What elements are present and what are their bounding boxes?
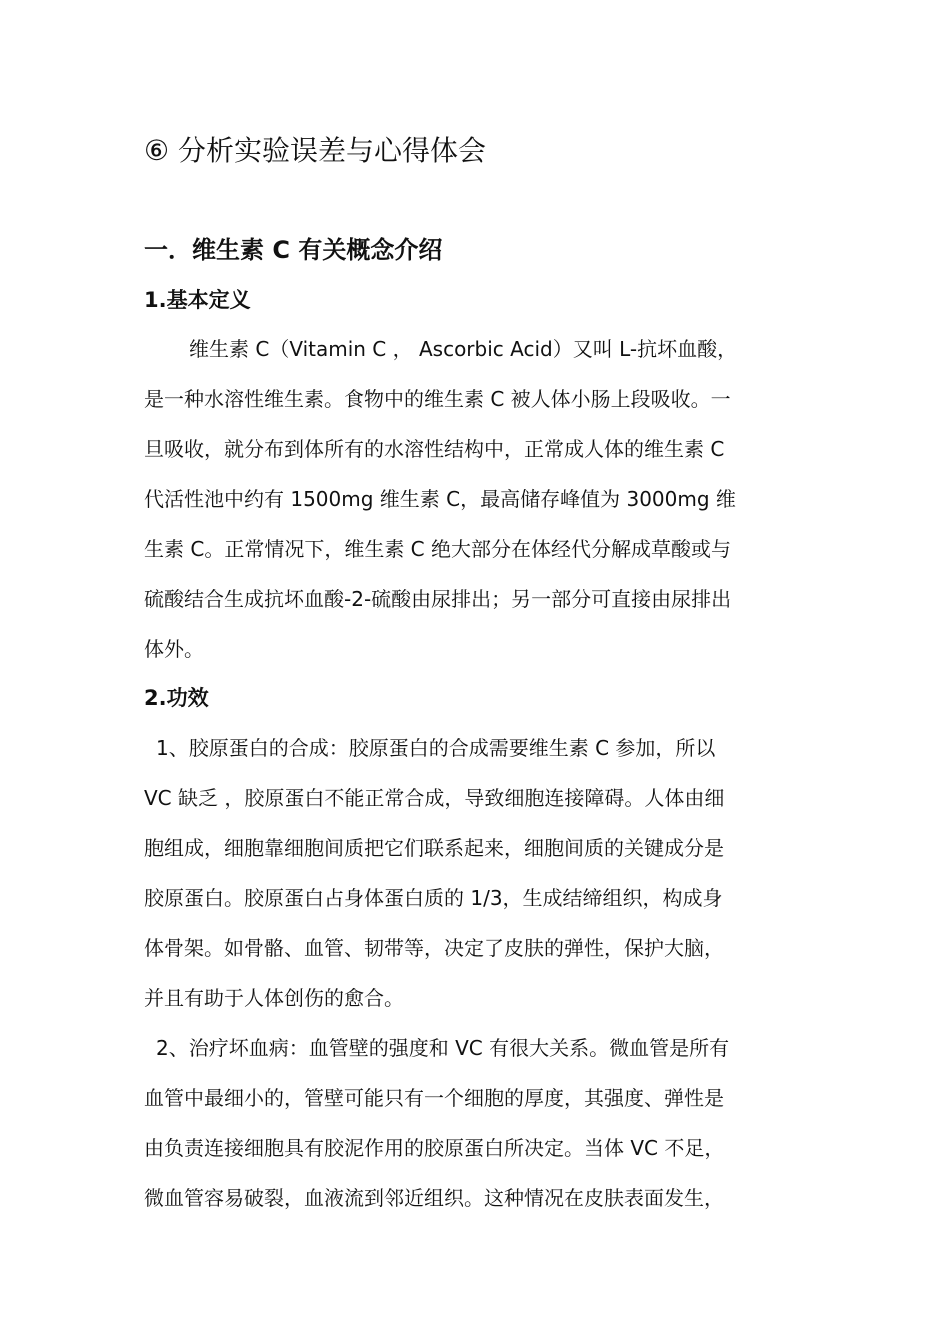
paragraph-line: 微血管容易破裂，血液流到邻近组织。这种情况在皮肤表面发生， <box>144 1186 724 1210</box>
paragraph-line: 体外。 <box>144 637 204 661</box>
section-heading-analysis: ⑥ 分析实验误差与心得体会 <box>144 134 487 167</box>
paragraph-line: 并且有助于人体创伤的愈合。 <box>144 986 404 1010</box>
subheading-definition: 1.基本定义 <box>144 288 251 312</box>
paragraph-line: 血管中最细小的，管壁可能只有一个细胞的厚度，其强度、弹性是 <box>144 1086 724 1110</box>
subheading-efficacy: 2.功效 <box>144 686 209 710</box>
paragraph-line: 旦吸收，就分布到体所有的水溶性结构中，正常成人体的维生素 C <box>144 437 725 461</box>
paragraph-line: VC 缺乏 ，胶原蛋白不能正常合成，导致细胞连接障碍。人体由细 <box>144 786 725 810</box>
paragraph-line: 体骨架。如骨骼、血管、韧带等，决定了皮肤的弹性，保护大脑， <box>144 936 724 960</box>
paragraph-line: 维生素 C（Vitamin C ， Ascorbic Acid）又叫 L-抗坏血酸， <box>189 337 738 361</box>
paragraph-line: 2、治疗坏血病：血管壁的强度和 VC 有很大关系。微血管是所有 <box>156 1036 730 1060</box>
paragraph-line: 1、胶原蛋白的合成：胶原蛋白的合成需要维生素 C 参加，所以 <box>156 736 716 760</box>
paragraph-line: 生素 C。正常情况下，维生素 C 绝大部分在体经代分解成草酸或与 <box>144 537 732 561</box>
chapter-heading: 一．维生素 C 有关概念介绍 <box>144 236 443 264</box>
paragraph-line: 代活性池中约有 1500mg 维生素 C，最高储存峰值为 3000mg 维 <box>144 487 736 511</box>
paragraph-line: 胞组成，细胞靠细胞间质把它们联系起来，细胞间质的关键成分是 <box>144 836 724 860</box>
paragraph-line: 是一种水溶性维生素。食物中的维生素 C 被人体小肠上段吸收。一 <box>144 387 731 411</box>
paragraph-line: 胶原蛋白。胶原蛋白占身体蛋白质的 1/3，生成结缔组织，构成身 <box>144 886 723 910</box>
paragraph-line: 硫酸结合生成抗坏血酸-2-硫酸由尿排出；另一部分可直接由尿排出 <box>144 587 732 611</box>
paragraph-line: 由负责连接细胞具有胶泥作用的胶原蛋白所决定。当体 VC 不足， <box>144 1136 725 1160</box>
